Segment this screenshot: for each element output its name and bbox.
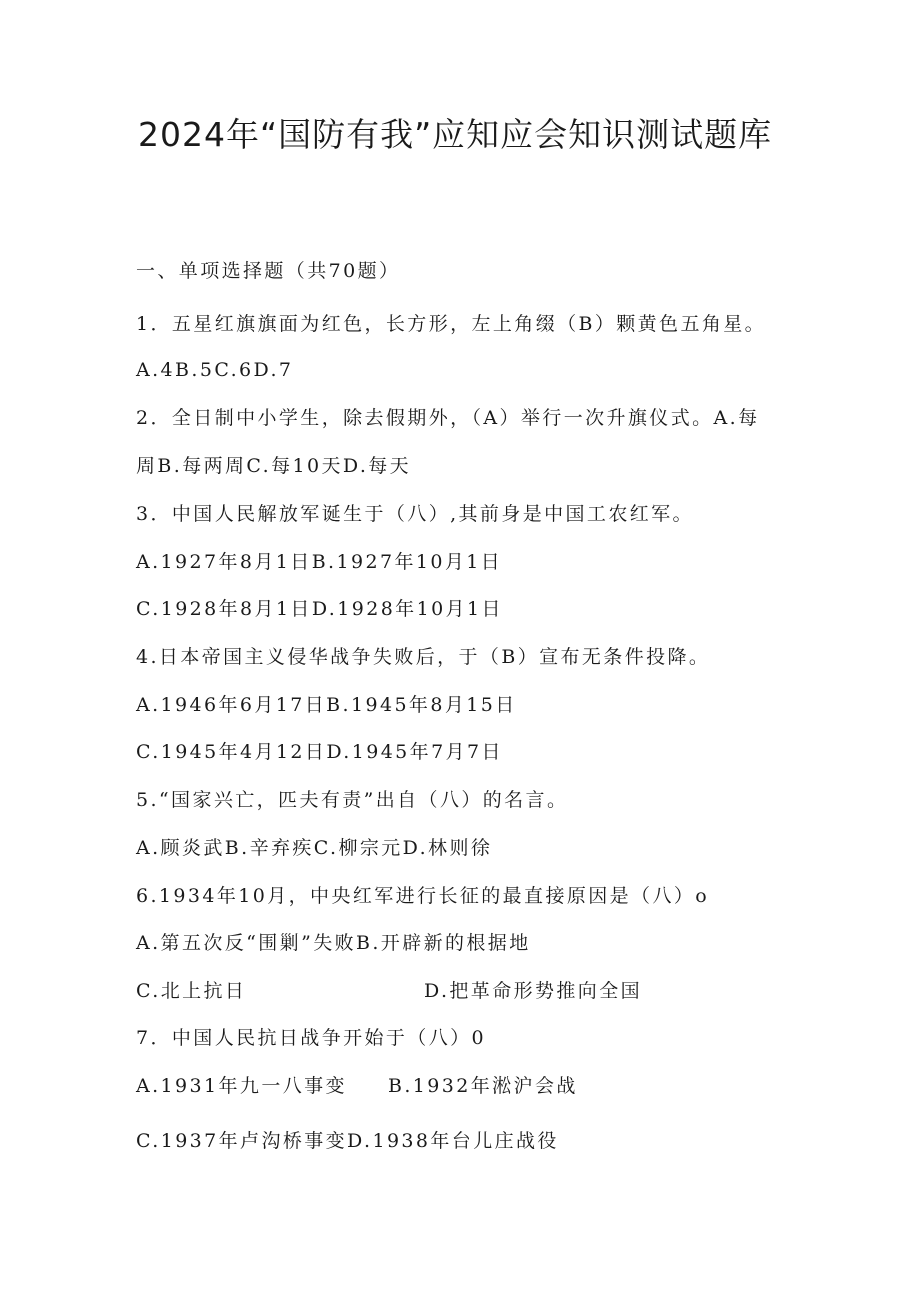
question-6-option-c: C.北上抗日 <box>136 980 247 1002</box>
section-heading: 一、单项选择题（共70题） <box>136 260 401 282</box>
question-5-stem: 5.“国家兴亡，匹夫有责”出自（八）的名言。 <box>136 789 569 811</box>
question-3-options-line2: C.1928年8月1日D.1928年10月1日 <box>136 598 503 620</box>
question-7-option-a: A.1931年九一八事变 <box>136 1075 347 1097</box>
question-4-stem: 4.日本帝国主义侵华战争失败后，于（B）宣布无条件投降。 <box>136 646 711 668</box>
question-7-option-b: B.1932年淞沪会战 <box>388 1075 578 1097</box>
question-1-stem: 1．五星红旗旗面为红色，长方形，左上角缀（B）颗黄色五角星。 <box>136 313 767 335</box>
question-4-options-line1: A.1946年6月17日B.1945年8月15日 <box>136 694 517 716</box>
question-6-stem: 6.1934年10月，中央红军进行长征的最直接原因是（八）o <box>136 885 710 907</box>
question-7-stem: 7．中国人民抗日战争开始于（八）0 <box>136 1027 486 1049</box>
question-2-stem-line2: 周B.每两周C.每10天D.每天 <box>136 455 412 477</box>
question-3-stem: 3．中国人民解放军诞生于（八）,其前身是中国工农红军。 <box>136 503 694 525</box>
question-1-options: A.4B.5C.6D.7 <box>136 359 294 381</box>
question-2-stem-line1: 2．全日制中小学生，除去假期外，（A）举行一次升旗仪式。A.每 <box>136 407 760 429</box>
question-7-options-line2: C.1937年卢沟桥事变D.1938年台儿庄战役 <box>136 1130 559 1152</box>
question-6-options-line1: A.第五次反“围剿”失败B.开辟新的根据地 <box>136 932 531 954</box>
document-title: 2024年“国防有我”应知应会知识测试题库 <box>138 115 773 154</box>
question-5-options: A.顾炎武B.辛弃疾C.柳宗元D.林则徐 <box>136 837 493 859</box>
question-4-options-line2: C.1945年4月12日D.1945年7月7日 <box>136 741 503 763</box>
question-6-option-d: D.把革命形势推向全国 <box>424 980 642 1002</box>
question-3-options-line1: A.1927年8月1日B.1927年10月1日 <box>136 551 503 573</box>
